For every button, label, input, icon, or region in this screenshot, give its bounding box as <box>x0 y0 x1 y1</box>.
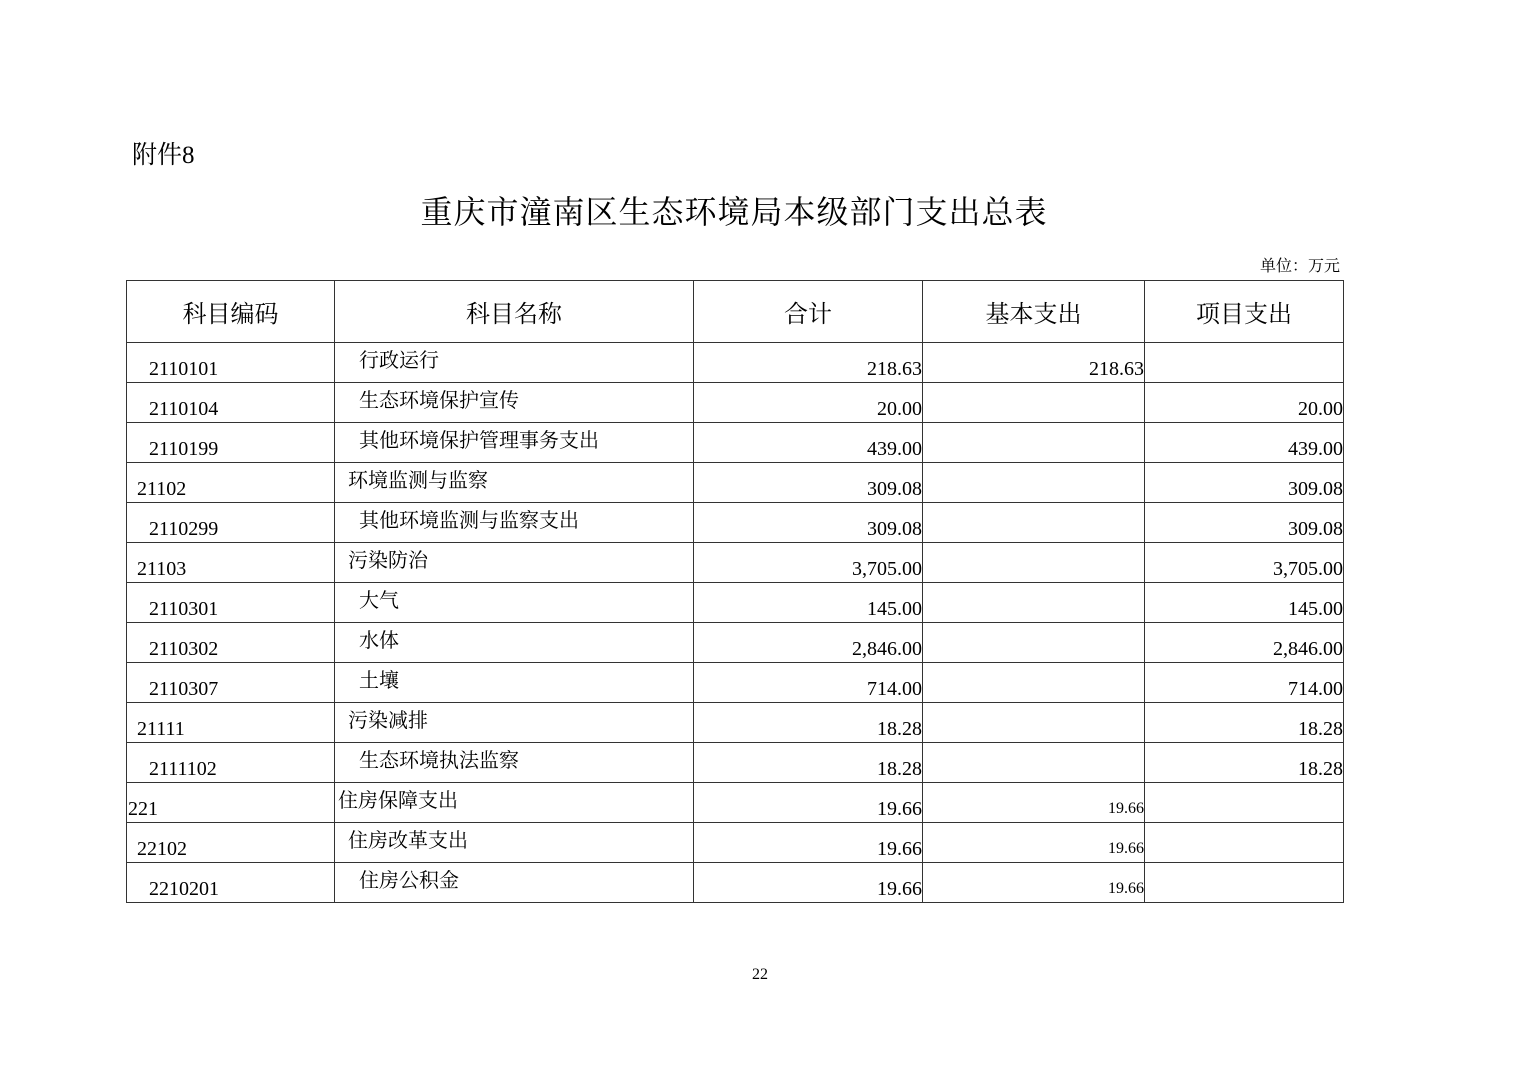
subject-code: 2110307 <box>127 663 335 703</box>
subject-code: 2110101 <box>127 343 335 383</box>
expenditure-table <box>126 280 1344 903</box>
total-amount: 309.08 <box>694 503 923 543</box>
subject-name: 土壤 <box>335 663 694 703</box>
total-amount: 20.00 <box>694 383 923 423</box>
total-amount: 18.28 <box>694 703 923 743</box>
table-row <box>127 663 1344 703</box>
project-amount <box>1145 343 1344 383</box>
basic-amount <box>923 423 1145 463</box>
subject-name: 生态环境保护宣传 <box>335 383 694 423</box>
table-row <box>127 463 1344 503</box>
attachment-label <box>132 138 195 173</box>
total-amount: 18.28 <box>694 743 923 783</box>
subject-code: 21111 <box>127 703 335 743</box>
table-row <box>127 783 1344 823</box>
project-amount: 3,705.00 <box>1145 543 1344 583</box>
total-amount: 439.00 <box>694 423 923 463</box>
basic-amount <box>923 463 1145 503</box>
table-row <box>127 743 1344 783</box>
basic-amount: 19.66 <box>923 863 1145 903</box>
subject-code: 2111102 <box>127 743 335 783</box>
subject-name: 住房保障支出 <box>335 783 694 823</box>
subject-name: 行政运行 <box>335 343 694 383</box>
basic-amount <box>923 583 1145 623</box>
basic-amount <box>923 663 1145 703</box>
table-row <box>127 383 1344 423</box>
table-row <box>127 343 1344 383</box>
table-row <box>127 543 1344 583</box>
subject-code: 2110299 <box>127 503 335 543</box>
subject-name: 生态环境执法监察 <box>335 743 694 783</box>
column-header-name: 科目名称 <box>335 281 694 343</box>
project-amount: 309.08 <box>1145 463 1344 503</box>
project-amount: 18.28 <box>1145 703 1344 743</box>
subject-name: 其他环境监测与监察支出 <box>335 503 694 543</box>
subject-code: 2110104 <box>127 383 335 423</box>
table-row <box>127 583 1344 623</box>
subject-code: 2110302 <box>127 623 335 663</box>
subject-name: 水体 <box>335 623 694 663</box>
project-amount: 309.08 <box>1145 503 1344 543</box>
table-row <box>127 823 1344 863</box>
subject-code: 21102 <box>127 463 335 503</box>
page-title: 重庆市潼南区生态环境局本级部门支出总表 <box>420 193 1048 231</box>
total-amount: 19.66 <box>694 823 923 863</box>
table-row <box>127 423 1344 463</box>
subject-name: 其他环境保护管理事务支出 <box>335 423 694 463</box>
total-amount: 145.00 <box>694 583 923 623</box>
total-amount: 19.66 <box>694 783 923 823</box>
project-amount <box>1145 783 1344 823</box>
subject-name: 大气 <box>335 583 694 623</box>
column-header-total: 合计 <box>694 281 923 343</box>
basic-amount <box>923 703 1145 743</box>
attachment-number: 8 <box>182 142 195 169</box>
project-amount: 145.00 <box>1145 583 1344 623</box>
subject-code: 21103 <box>127 543 335 583</box>
basic-amount <box>923 503 1145 543</box>
basic-amount <box>923 383 1145 423</box>
basic-amount <box>923 543 1145 583</box>
table-row <box>127 503 1344 543</box>
basic-amount: 19.66 <box>923 783 1145 823</box>
project-amount: 714.00 <box>1145 663 1344 703</box>
table-row <box>127 863 1344 903</box>
attachment-label-text: 附件 <box>132 140 183 169</box>
total-amount: 3,705.00 <box>694 543 923 583</box>
subject-code: 2210201 <box>127 863 335 903</box>
column-header-basic: 基本支出 <box>923 281 1145 343</box>
subject-name: 污染防治 <box>335 543 694 583</box>
subject-name: 住房公积金 <box>335 863 694 903</box>
total-amount: 19.66 <box>694 863 923 903</box>
project-amount <box>1145 823 1344 863</box>
table-header-row <box>127 281 1344 343</box>
subject-code: 22102 <box>127 823 335 863</box>
subject-code: 221 <box>127 783 335 823</box>
project-amount: 20.00 <box>1145 383 1344 423</box>
total-amount: 218.63 <box>694 343 923 383</box>
total-amount: 309.08 <box>694 463 923 503</box>
column-header-project: 项目支出 <box>1145 281 1344 343</box>
basic-amount: 19.66 <box>923 823 1145 863</box>
project-amount: 2,846.00 <box>1145 623 1344 663</box>
subject-name: 环境监测与监察 <box>335 463 694 503</box>
subject-code: 2110199 <box>127 423 335 463</box>
subject-name: 污染减排 <box>335 703 694 743</box>
basic-amount: 218.63 <box>923 343 1145 383</box>
project-amount: 439.00 <box>1145 423 1344 463</box>
total-amount: 714.00 <box>694 663 923 703</box>
total-amount: 2,846.00 <box>694 623 923 663</box>
table-row <box>127 623 1344 663</box>
unit-label: 单位：万元 <box>1259 256 1340 275</box>
subject-name: 住房改革支出 <box>335 823 694 863</box>
basic-amount <box>923 743 1145 783</box>
column-header-code: 科目编码 <box>127 281 335 343</box>
project-amount: 18.28 <box>1145 743 1344 783</box>
page-number: 22 <box>752 966 768 983</box>
table-row <box>127 703 1344 743</box>
subject-code: 2110301 <box>127 583 335 623</box>
project-amount <box>1145 863 1344 903</box>
basic-amount <box>923 623 1145 663</box>
